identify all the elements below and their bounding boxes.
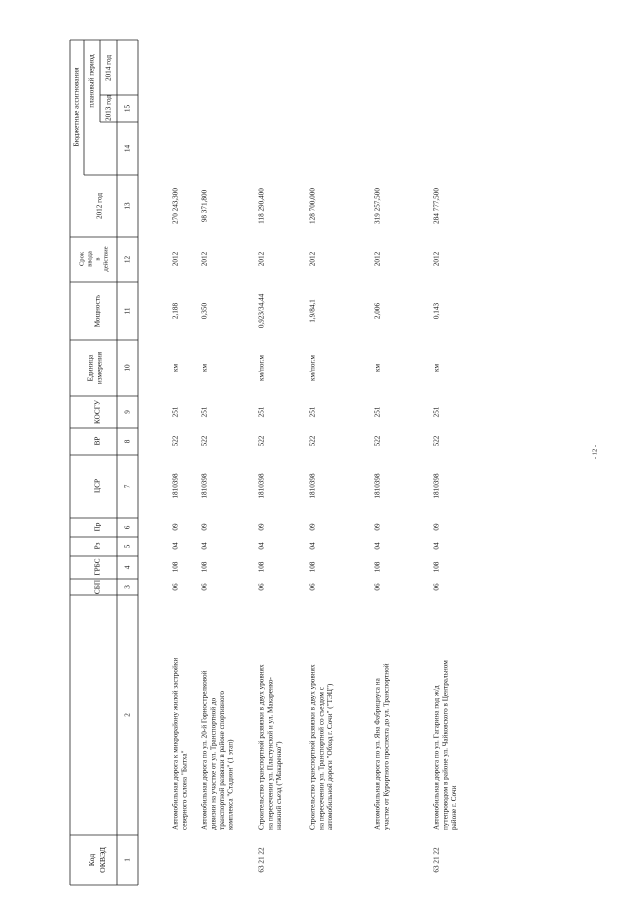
- row-okved: 63 21 22: [432, 847, 441, 873]
- header-rz: Рз: [93, 542, 102, 550]
- header-unit: Единица: [86, 354, 95, 382]
- row-name-line: районе г. Сочи: [449, 785, 458, 830]
- row-rz: 04: [373, 542, 382, 550]
- row-y2012: 319 257,500: [373, 188, 382, 224]
- row-grbs: 108: [308, 561, 317, 573]
- row-pr: 09: [308, 523, 317, 531]
- row-capacity: 2,006: [373, 302, 382, 320]
- row-term: 2012: [200, 251, 209, 267]
- header-unit-2: измерения: [95, 351, 104, 385]
- header-vr: ВР: [93, 436, 102, 446]
- row-capacity: 0,923/34,44: [257, 293, 266, 329]
- page-number: - 12 -: [591, 444, 599, 460]
- row-name-line: Автомобильная дорога по ул. Яна Фабрициуса на: [373, 678, 382, 830]
- row-vr: 522: [432, 435, 441, 447]
- row-term: 2012: [373, 251, 382, 267]
- header-budget: Бюджетные ассигнования: [72, 67, 81, 147]
- column-number-2: 2: [123, 713, 132, 717]
- header-okved-2: ОКВЭД: [97, 847, 107, 873]
- column-number-8: 8: [123, 439, 132, 444]
- row-name-line: Строительство транспортной развязки в двух уровнях: [308, 664, 317, 830]
- row-term: 2012: [171, 251, 180, 267]
- row-term: 2012: [432, 251, 441, 267]
- row-unit: км: [171, 363, 180, 373]
- column-number-1: 1: [123, 858, 132, 862]
- header-term-2: ввода: [86, 251, 94, 267]
- column-number-11: 11: [123, 307, 132, 315]
- row-name-line: на пересечении ул. Пластунской и ул. Макаренко-: [266, 677, 275, 830]
- row-rz: 04: [432, 542, 441, 550]
- row-capacity: 0,143: [432, 302, 441, 320]
- row-pr: 09: [432, 523, 441, 531]
- row-vr: 522: [308, 435, 317, 447]
- column-number-10: 10: [123, 364, 132, 372]
- row-name-line: дивизии на участке от ул. Транспортной до: [209, 697, 218, 830]
- row-sbp: 06: [308, 583, 317, 591]
- row-name-line: участке от Курортного проспекта до ул. Транспортной: [382, 663, 391, 830]
- header-term-3: в: [94, 257, 102, 261]
- row-unit: км/пог.м: [257, 355, 266, 381]
- row-name-line: Автомобильная дорога к микрорайону жилой застройки: [171, 657, 180, 830]
- header-term: Срок: [78, 251, 86, 267]
- row-sbp: 06: [200, 583, 209, 591]
- row-y2012: 128 700,000: [308, 188, 317, 224]
- row-kosgu: 251: [373, 406, 382, 418]
- column-number-9: 9: [123, 410, 132, 414]
- row-grbs: 108: [257, 561, 266, 573]
- row-pr: 09: [257, 523, 266, 531]
- header-2012: 2012 год: [95, 193, 104, 219]
- header-okved: Код: [86, 853, 96, 867]
- row-name-line: на пересечении ул. Транспортной со съездом с: [317, 687, 326, 830]
- header-planned: плановый период: [87, 54, 96, 108]
- header-sbp: СБП: [93, 579, 102, 595]
- row-kosgu: 251: [432, 406, 441, 418]
- row-kosgu: 251: [308, 406, 317, 418]
- column-number-7: 7: [123, 484, 132, 489]
- row-name-line: Автомобильная дорога по ул. Гагарина под ж/д: [432, 685, 441, 830]
- row-pr: 09: [171, 523, 180, 531]
- row-y2012: 118 290,400: [257, 188, 266, 224]
- row-name-line: транспортной развязки в районе спортивного: [217, 691, 226, 830]
- row-rz: 04: [171, 542, 180, 550]
- column-number-5: 5: [123, 544, 132, 549]
- row-unit: км/пог.м: [308, 355, 317, 381]
- row-grbs: 108: [200, 561, 209, 573]
- row-pr: 09: [200, 523, 209, 531]
- row-kosgu: 251: [200, 406, 209, 418]
- row-csr: 1810398: [373, 473, 382, 499]
- row-name-line: путепроводом в районе ул. Чайковского в Центральном: [441, 660, 450, 830]
- column-number-3: 3: [123, 585, 132, 589]
- row-name-line: Строительство транспортной развязки в двух уровнях: [257, 664, 266, 830]
- row-grbs: 108: [373, 561, 382, 573]
- header-capacity: Мощность: [93, 294, 102, 328]
- row-capacity: 0,350: [200, 302, 209, 320]
- column-number-12: 12: [123, 255, 132, 264]
- header-term-4: действие: [102, 246, 110, 272]
- column-number-6: 6: [123, 525, 132, 530]
- row-name-line: нижний съезд ("Макаренко"): [274, 741, 283, 830]
- header-grbs: ГРБС: [93, 558, 102, 576]
- row-term: 2012: [257, 251, 266, 267]
- header-2013: 2013 год: [104, 95, 113, 121]
- column-number-15: 15: [123, 104, 132, 113]
- row-y2012: 98 371,800: [200, 189, 209, 223]
- row-sbp: 06: [171, 583, 180, 591]
- header-csr: ЦСР: [93, 479, 102, 493]
- row-y2012: 284 777,500: [432, 188, 441, 224]
- row-sbp: 06: [373, 583, 382, 591]
- row-rz: 04: [257, 542, 266, 550]
- row-unit: км: [432, 363, 441, 373]
- row-name-line: северного склона "Бытха": [180, 750, 189, 830]
- column-number-14: 14: [123, 144, 132, 153]
- row-rz: 04: [308, 542, 317, 550]
- row-y2012: 270 243,300: [171, 188, 180, 224]
- row-okved: 63 21 22: [257, 847, 266, 873]
- row-name-line: Автомобильная дорога по ул. 20-й Горнострелковой: [200, 670, 209, 830]
- row-pr: 09: [373, 523, 382, 531]
- row-csr: 1810398: [200, 473, 209, 499]
- row-vr: 522: [373, 435, 382, 447]
- row-kosgu: 251: [257, 406, 266, 418]
- row-rz: 04: [200, 542, 209, 550]
- row-sbp: 06: [432, 583, 441, 591]
- row-kosgu: 251: [171, 406, 180, 418]
- header-2014: 2014 год: [104, 55, 113, 81]
- row-csr: 1810398: [432, 473, 441, 499]
- row-csr: 1810398: [257, 473, 266, 499]
- row-capacity: 2,188: [171, 302, 180, 320]
- header-pr: Пр: [93, 522, 102, 532]
- row-sbp: 06: [257, 583, 266, 591]
- row-vr: 522: [257, 435, 266, 447]
- header-kosgu: КОСГУ: [93, 400, 102, 424]
- column-number-4: 4: [123, 565, 132, 570]
- row-capacity: 1,9/84,1: [308, 299, 317, 323]
- column-number-13: 13: [123, 202, 132, 210]
- row-name-line: комплекса "Стадион" (1 этап): [226, 739, 235, 830]
- row-unit: км: [373, 363, 382, 373]
- row-grbs: 108: [432, 561, 441, 573]
- row-vr: 522: [171, 435, 180, 447]
- row-name-line: автомобильной дороги "Обход г. Сочи" ("ТЭЦ"): [325, 683, 334, 830]
- row-csr: 1810398: [171, 473, 180, 499]
- row-grbs: 108: [171, 561, 180, 573]
- row-unit: км: [200, 363, 209, 373]
- row-csr: 1810398: [308, 473, 317, 499]
- row-vr: 522: [200, 435, 209, 447]
- row-term: 2012: [308, 251, 317, 267]
